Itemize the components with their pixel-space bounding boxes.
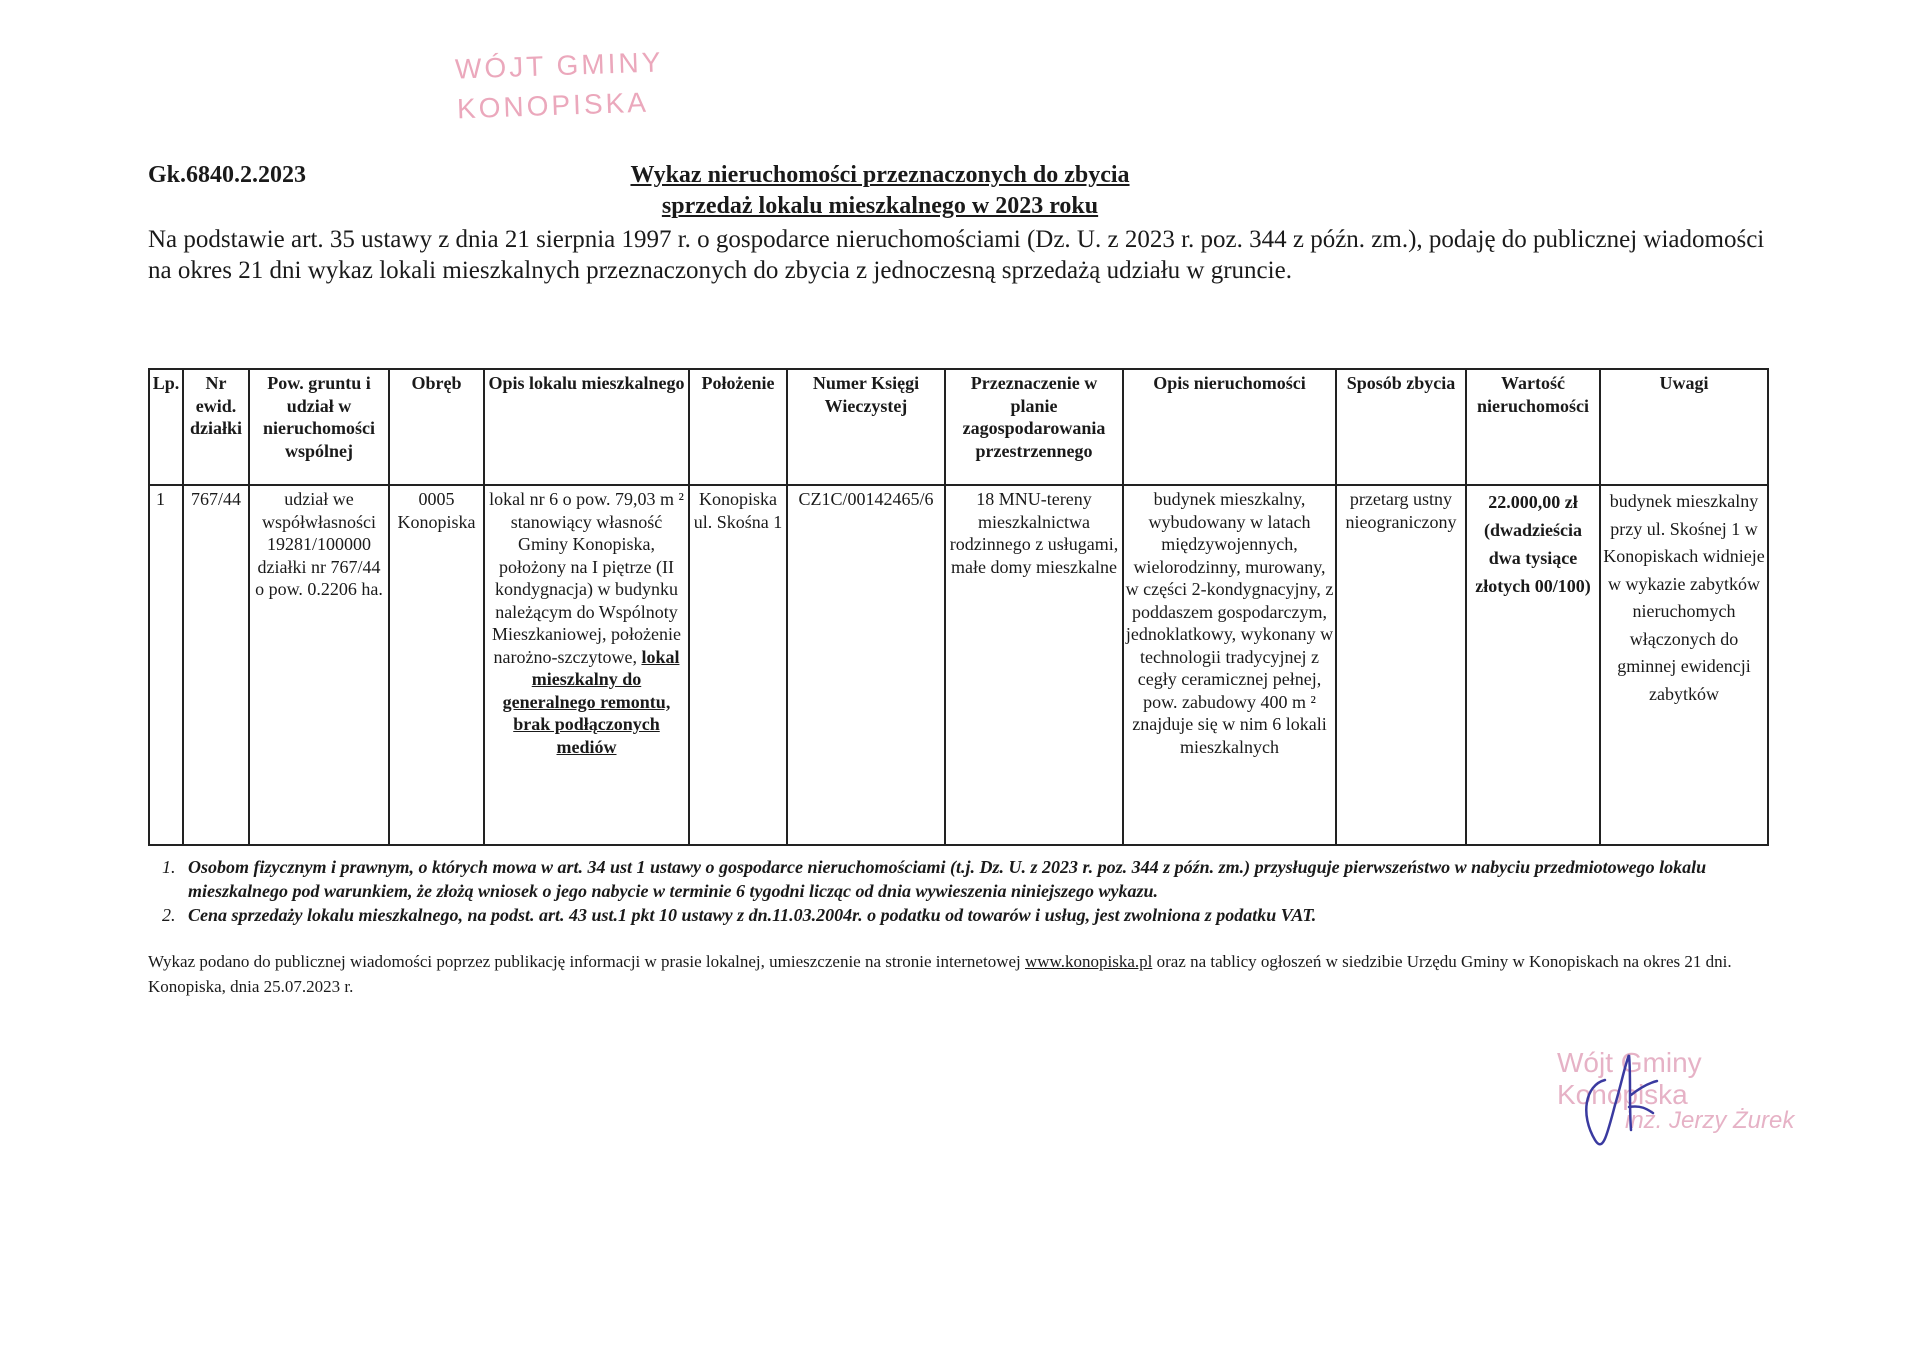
cell-value: 22.000,00 zł (dwadzieścia dwa tysiące złotych 00/100) <box>1466 485 1600 845</box>
publication-info <box>148 950 1758 973</box>
notes-list <box>148 855 1788 927</box>
note-text: Cena sprzedaży lokalu mieszkalnego, na podst. art. 43 ust.1 pkt 10 ustawy z dn.11.03.2004r. o podatku od towarów i usług, jest zwolniona z podatku VAT. <box>188 905 1317 925</box>
col-header-precinct: Obręb <box>389 369 484 485</box>
cell-unit-description <box>484 485 689 845</box>
col-header-land-register: Numer Księgi Wieczystej <box>787 369 945 485</box>
cell-location: Konopiska ul. Skośna 1 <box>689 485 787 845</box>
col-header-parcel-no: Nr ewid. działki <box>183 369 249 485</box>
document-number: Gk.6840.2.2023 <box>148 162 307 188</box>
col-header-unit-description: Opis lokalu mieszkalnego <box>484 369 689 485</box>
cell-lp: 1 <box>149 485 183 845</box>
note-item <box>148 855 1788 903</box>
col-header-sale-method: Sposób zbycia <box>1336 369 1466 485</box>
col-header-remarks: Uwagi <box>1600 369 1768 485</box>
col-header-lp: Lp. <box>149 369 183 485</box>
cell-property-description: budynek mieszkalny, wybudowany w latach międzywojennych, wielorodzinny, murowany, w części 2-kondygnacyjny, z poddaszem gospodarczym, jednoklatkowy, wykonany w technologii tradycyjnej z cegły ceramicznej pełnej, pow. zabudowy 400 m ² znajduje się w nim 6 lokali mieszkalnych <box>1123 485 1336 845</box>
table-header-row <box>149 369 1768 485</box>
unit-description-text: lokal nr 6 o pow. 79,03 m ² stanowiący własność Gminy Konopiska, położony na I piętrze (II kondygnacja) w budynku należącym do Wspólnoty Mieszkaniowej, położenie narożno-szczytowe, <box>489 489 684 667</box>
col-header-area-share: Pow. gruntu i udział w nieruchomości wspólnej <box>249 369 389 485</box>
unit-condition-note: lokal mieszkalny do generalnego remontu, brak podłączonych mediów <box>502 646 680 757</box>
cell-land-register: CZ1C/00142465/6 <box>787 485 945 845</box>
col-header-property-description: Opis nieruchomości <box>1123 369 1336 485</box>
note-text: Osobom fizycznym i prawnym, o których mowa w art. 34 ust 1 ustawy o gospodarce nieruchomościami (t.j. Dz. U. z 2023 r. poz. 344 z późn. zm.) przysługuje pierwszeństwo w nabyciu przedmiotowego lokalu mieszkalnego pod warunkiem, że złożą wniosek o jego nabycie w terminie 6 tygodni licząc od dnia wywieszenia niniejszego wykazu. <box>188 857 1707 901</box>
stamp-line-2: KONOPISKA <box>456 86 650 125</box>
note-number: 1. <box>162 857 176 877</box>
stamp-line-1: WÓJT GMINY <box>454 46 664 85</box>
col-header-zoning: Przeznaczenie w planie zagospodarowania przestrzennego <box>945 369 1123 485</box>
place-and-date: Konopiska, dnia 25.07.2023 r. <box>148 977 354 996</box>
cell-sale-method: przetarg ustny nieograniczony <box>1336 485 1466 845</box>
office-stamp <box>454 46 715 130</box>
note-number: 2. <box>162 905 176 925</box>
cell-remarks: budynek mieszkalny przy ul. Skośnej 1 w Konopiskach widnieje w wykazie zabytków nieruchomych włączonych do gminnej ewidencji zabytków <box>1600 485 1768 845</box>
signature-stamp <box>1545 1035 1805 1155</box>
signature-stamp-line-2: inż. Jerzy Żurek <box>1625 1107 1795 1134</box>
document-title-line-1: Wykaz nieruchomości przeznaczonych do zbycia <box>630 162 1130 188</box>
property-table <box>148 368 1769 846</box>
cell-area-share: udział we współwłasności 19281/100000 działki nr 767/44 o pow. 0.2206 ha. <box>249 485 389 845</box>
publication-footer <box>148 950 1758 998</box>
publication-text-before: Wykaz podano do publicznej wiadomości poprzez publikację informacji w prasie lokalnej, umieszczenie na stronie internetowej <box>148 952 1025 971</box>
website-link[interactable]: www.konopiska.pl <box>1025 952 1153 971</box>
publication-text-after: oraz na tablicy ogłoszeń w siedzibie Urzędu Gminy w Konopiskach na okres 21 dni. <box>1152 952 1732 971</box>
handwritten-signature-icon <box>1545 1035 1805 1155</box>
cell-zoning: 18 MNU-tereny mieszkalnictwa rodzinnego z usługami, małe domy mieszkalne <box>945 485 1123 845</box>
document-title-line-2: sprzedaż lokalu mieszkalnego w 2023 roku <box>661 193 1099 219</box>
cell-parcel-no: 767/44 <box>183 485 249 845</box>
note-item <box>148 903 1788 927</box>
intro-paragraph: Na podstawie art. 35 ustawy z dnia 21 sierpnia 1997 r. o gospodarce nieruchomościami (Dz. U. z 2023 r. poz. 344 z późn. zm.), podaję do publicznej wiadomości na okres 21 dni wykaz lokali mieszkalnych przeznaczonych do zbycia z jednoczesną sprzedażą udziału w gruncie. <box>148 226 1765 284</box>
table-row <box>149 485 1768 845</box>
col-header-location: Położenie <box>689 369 787 485</box>
signature-stamp-line-1: Wójt Gminy Konopiska <box>1557 1047 1702 1110</box>
cell-precinct: 0005 Konopiska <box>389 485 484 845</box>
col-header-value: Wartość nieruchomości <box>1466 369 1600 485</box>
